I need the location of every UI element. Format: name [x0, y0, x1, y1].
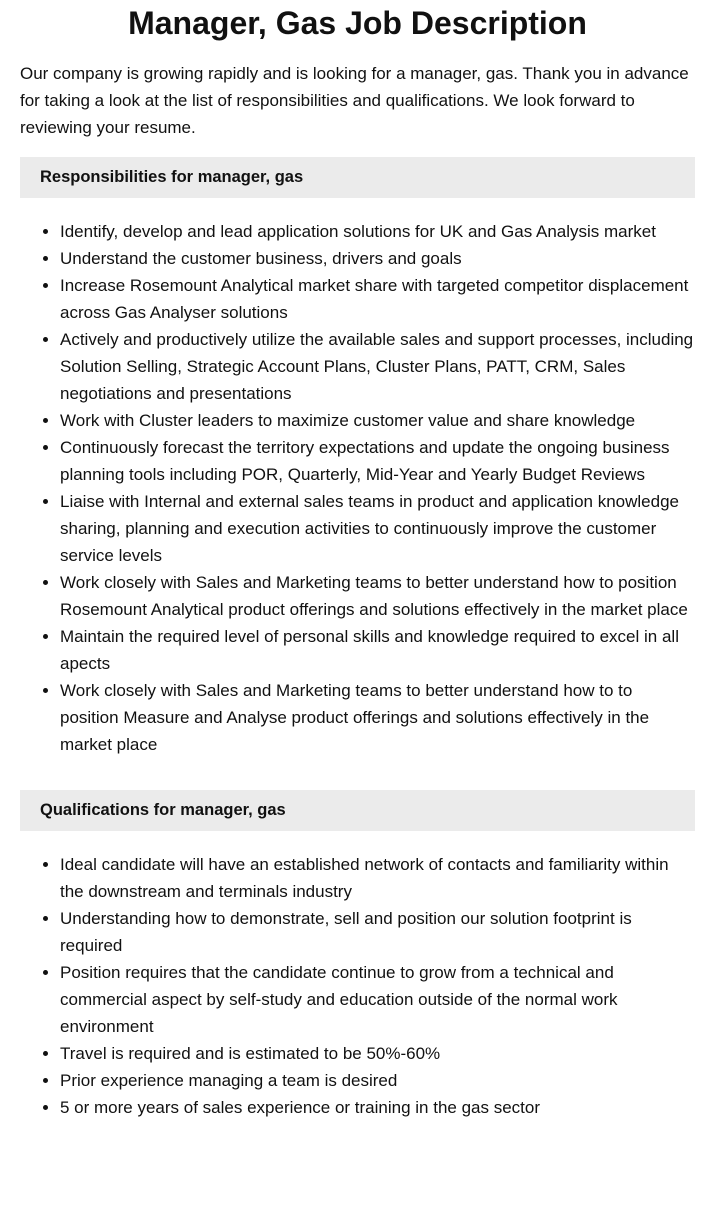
list-item: • Position requires that the candidate continue to grow from a technical and commercial aspect by self-study and education outside of the normal work environment — [60, 959, 695, 1040]
qualifications-list — [20, 851, 695, 1121]
list-item: • Ideal candidate will have an established network of contacts and familiarity within the downstream and terminals industry — [60, 851, 695, 905]
responsibilities-heading: Responsibilities for manager, gas — [20, 157, 695, 198]
list-item: • Increase Rosemount Analytical market share with targeted competitor displacement across Gas Analyser solutions — [60, 272, 695, 326]
list-item: • Work closely with Sales and Marketing teams to better understand how to position Rosemount Analytical product offerings and solutions effectively in the market place — [60, 569, 695, 623]
list-item: • Actively and productively utilize the available sales and support processes, including Solution Selling, Strategic Account Plans, Cluster Plans, PATT, CRM, Sales negotiations and presentations — [60, 326, 695, 407]
list-item: • Understand the customer business, drivers and goals — [60, 245, 695, 272]
list-item: • Continuously forecast the territory expectations and update the ongoing business planning tools including POR, Quarterly, Mid-Year and Yearly Budget Reviews — [60, 434, 695, 488]
list-item: • 5 or more years of sales experience or training in the gas sector — [60, 1094, 695, 1121]
page-title: Manager, Gas Job Description — [128, 5, 587, 41]
qualifications-heading: Qualifications for manager, gas — [20, 790, 695, 831]
intro-paragraph: Our company is growing rapidly and is looking for a manager, gas. Thank you in advance for taking a look at the list of responsibilities and qualifications. We look forward to reviewing your resume. — [20, 64, 689, 137]
list-item: • Identify, develop and lead application solutions for UK and Gas Analysis market — [60, 218, 695, 245]
list-item: • Liaise with Internal and external sales teams in product and application knowledge sharing, planning and execution activities to continuously improve the customer service levels — [60, 488, 695, 569]
list-item: • Work closely with Sales and Marketing teams to better understand how to to position Measure and Analyse product offerings and solutions effectively in the market place — [60, 677, 695, 758]
list-item: • Travel is required and is estimated to be 50%-60% — [60, 1040, 695, 1067]
list-item: • Work with Cluster leaders to maximize customer value and share knowledge — [60, 407, 695, 434]
list-item: • Understanding how to demonstrate, sell and position our solution footprint is required — [60, 905, 695, 959]
list-item: • Prior experience managing a team is desired — [60, 1067, 695, 1094]
list-item: • Maintain the required level of personal skills and knowledge required to excel in all apects — [60, 623, 695, 677]
responsibilities-list — [20, 218, 695, 758]
